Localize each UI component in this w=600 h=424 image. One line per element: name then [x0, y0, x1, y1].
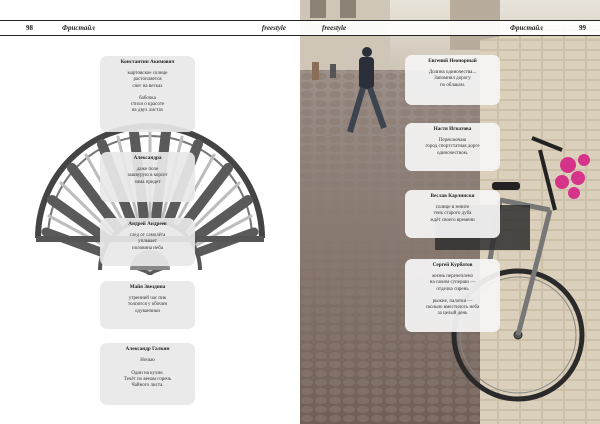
poem-text: солнце в зените тень старого дуба ждёт своего времени — [430, 205, 475, 223]
poem-author: Сергей Курбатов — [432, 262, 473, 268]
poem-author: Александра — [133, 155, 162, 161]
poem-card — [405, 190, 500, 238]
poem-text: Ночью Один на кухне. Течёт по венам горечь Чайного листа. — [123, 358, 172, 389]
poem-card — [100, 56, 195, 132]
right-header-latin: freestyle — [322, 24, 347, 32]
poem-text: даже поле зашвурую в корсет зима придет — [127, 167, 168, 185]
poem-card — [100, 218, 195, 266]
left-header-title: Фристайл — [62, 24, 95, 32]
poem-text: утренний час пик толпятся у обочин одуванчики — [127, 296, 168, 314]
right-header-title: Фристайл — [510, 24, 543, 32]
poem-card — [405, 55, 500, 105]
poem-text: Долина одиночества... Запомнил дорогу по облакам. — [428, 70, 477, 88]
poem-author: Константин Акимович — [120, 59, 175, 65]
poem-author: Андрей Андреев — [128, 221, 167, 227]
poem-card — [405, 259, 500, 332]
poem-author: Александр Галкин — [125, 346, 170, 352]
poem-card — [100, 152, 195, 202]
poem-text: след от самолёта упльвает половина неба — [129, 233, 166, 251]
poem-author: Евгений Неонорный — [428, 58, 477, 64]
poem-card — [100, 343, 195, 405]
poem-card — [405, 123, 500, 171]
right-header — [300, 20, 600, 36]
left-header — [0, 20, 300, 36]
right-page-number: 99 — [579, 24, 586, 32]
poem-text: Переключаю город спортстатная дорге одиночеством. — [425, 138, 480, 156]
right-page — [300, 0, 600, 424]
poem-text: жизнь перечеплено на самом суперши — отделка сирень рыжие, палатки — скольно вместилось неба за целый день — [425, 274, 480, 317]
poem-card — [100, 281, 195, 329]
poem-author: Веслав Карлински — [430, 193, 475, 199]
left-page-number: 98 — [26, 24, 33, 32]
poem-text: мартовское солнце растопляется снег на ветках бабочка стихи о красоте на двух листах — [127, 71, 168, 114]
poem-author: Настя Игнатова — [433, 126, 472, 132]
left-header-latin: freestyle — [261, 24, 286, 32]
poem-author: Майя Звездина — [129, 284, 166, 290]
